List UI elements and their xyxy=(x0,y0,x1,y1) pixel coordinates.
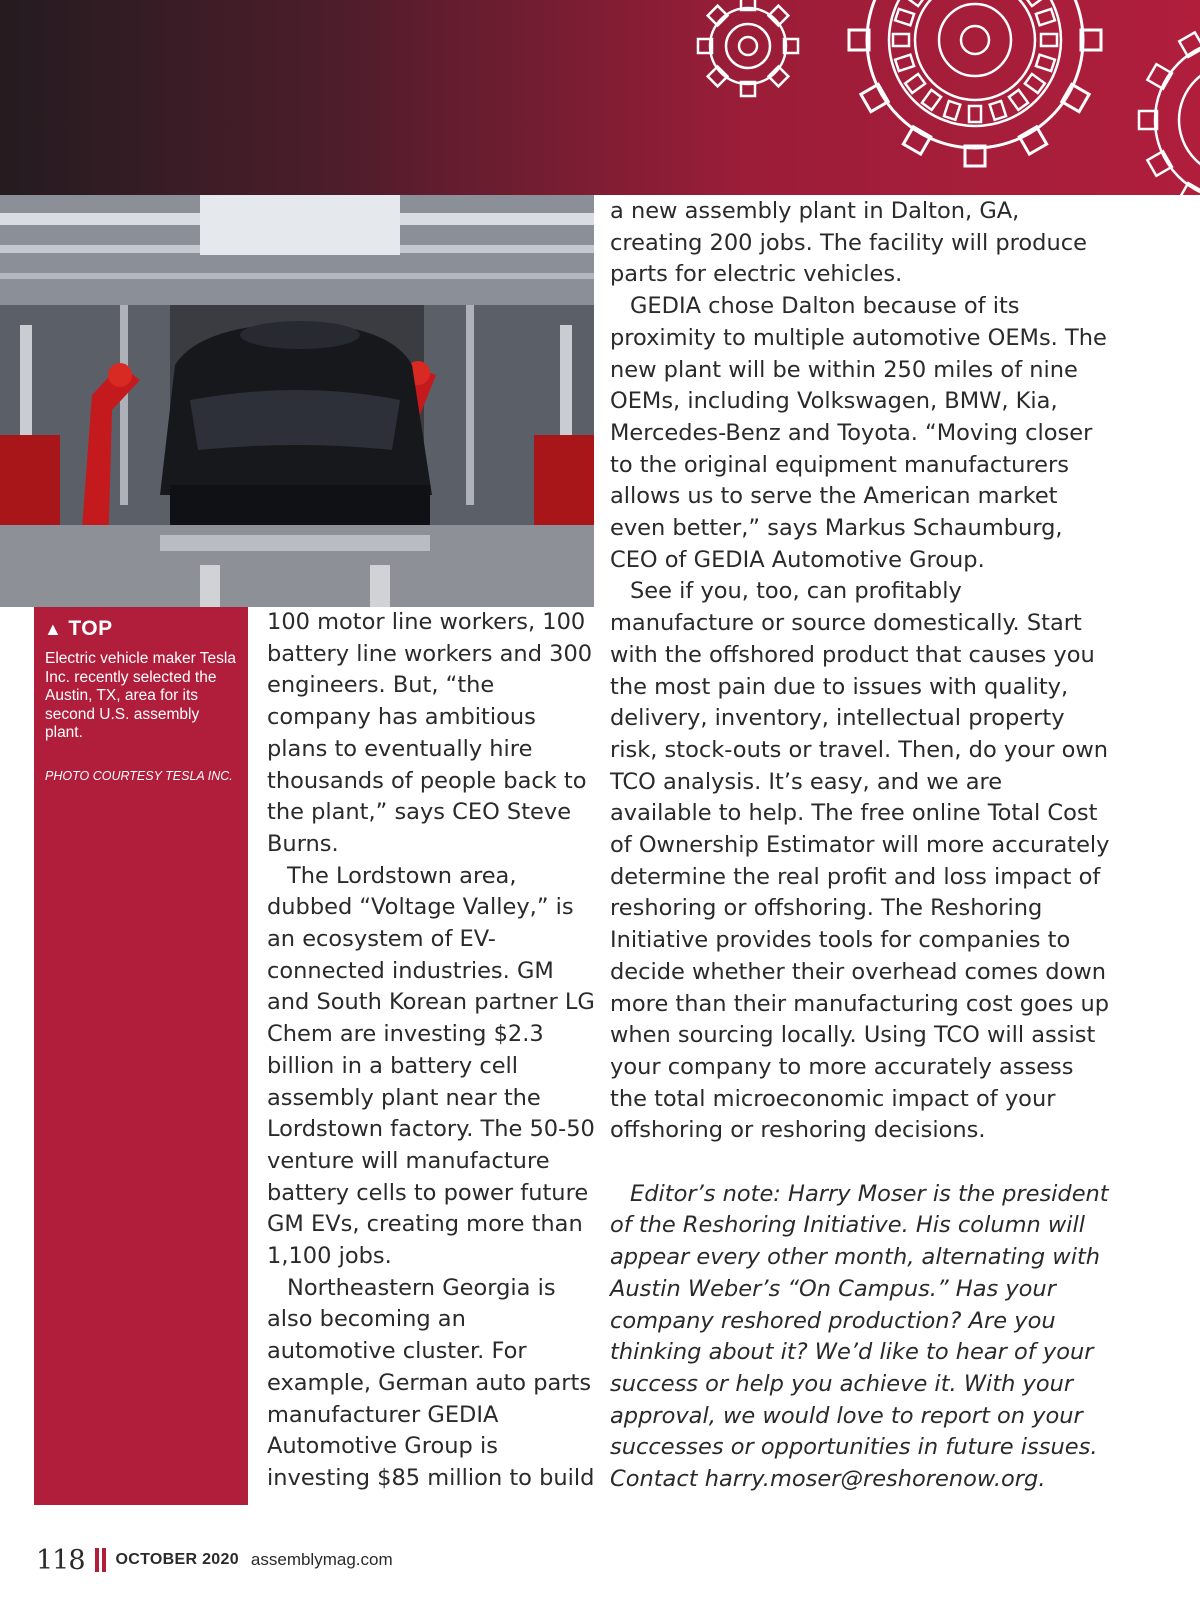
site-link[interactable]: assemblymag.com xyxy=(250,1550,393,1569)
page-footer xyxy=(36,1540,393,1580)
factory-photo xyxy=(0,195,594,607)
paragraph: See if you, too, can profitably manufacture or source domestically. Start with the offshored product that causes you the most pain due to issues with quality, delivery, inventory, intellectual property risk, stock-outs or travel. Then, do your own TCO analysis. It’s easy, and we are available to help. The free online Total Cost of Ownership Estimator will more accurately determine the real profit and loss impact of reshoring or offshoring. The Reshoring Initiative provides tools for companies to decide whether their overhead comes down more than their manufacturing cost goes up when sourcing locally. Using TCO will assist your company to more accurately assess the total microeconomic impact of your offshoring or reshoring decisions. xyxy=(610,578,1110,1144)
paragraph: 100 motor line workers, 100 battery line workers and 300 engineers. But, “the company has ambitious plans to eventually hire thousands of people back to the plant,” says CEO Steve Burns. xyxy=(267,609,593,857)
paragraph: Northeastern Georgia is also becoming an automotive cluster. For example, German auto parts manufacturer GEDIA Automotive Group is investing $85 million to build xyxy=(267,1274,595,1491)
article-column-1 xyxy=(267,607,597,1495)
caption-label xyxy=(44,617,113,641)
editor-note: Editor’s note: Harry Moser is the president of the Reshoring Initiative. His column will appear every other month, alternating with Austin Weber’s “On Campus.” Has your company reshored production? Are you thinking about it? We’d like to hear of your success or help you achieve it. With your approval, we would love to report on your successes or opportunities in future issues. Contact harry.moser@reshorenow.org. xyxy=(610,1180,1109,1493)
caption-label-text: TOP xyxy=(68,617,113,640)
divider-bars-icon xyxy=(95,1548,106,1572)
caption-text: Electric vehicle maker Tesla Inc. recently selected the Austin, TX, area for its second U.S. assembly plant. xyxy=(45,650,236,741)
triangle-up-icon: ▲ xyxy=(44,619,63,639)
spacer xyxy=(610,1147,1110,1179)
article-column-2 xyxy=(610,196,1110,1496)
page-number: 118 xyxy=(36,1544,85,1576)
photo-credit: PHOTO COURTESY TESLA INC. xyxy=(45,769,233,783)
header-banner xyxy=(0,0,1200,195)
paragraph: GEDIA chose Dalton because of its proximity to multiple automotive OEMs. The new plant will be within 250 miles of nine OEMs, including Volkswagen, BMW, Kia, Mercedes-Benz and Toyota. “Moving closer to the original equipment manufacturers allows us to serve the American market even better,” says Markus Schaumburg, CEO of GEDIA Automotive Group. xyxy=(610,293,1107,573)
photo-caption-box xyxy=(34,607,248,1505)
issue-date: OCTOBER 2020 xyxy=(115,1551,239,1568)
paragraph: The Lordstown area, dubbed “Voltage Valley,” is an ecosystem of EV-connected industries. GM and South Korean partner LG Chem are investing $2.3 billion in a battery cell assembly plant near the Lordstown factory. The 50-50 venture will manufacture battery cells to power future GM EVs, creating more than 1,100 jobs. xyxy=(267,862,595,1270)
paragraph: a new assembly plant in Dalton, GA, creating 200 jobs. The facility will produce parts for electric vehicles. xyxy=(610,198,1087,288)
gears-icon xyxy=(0,0,1200,195)
